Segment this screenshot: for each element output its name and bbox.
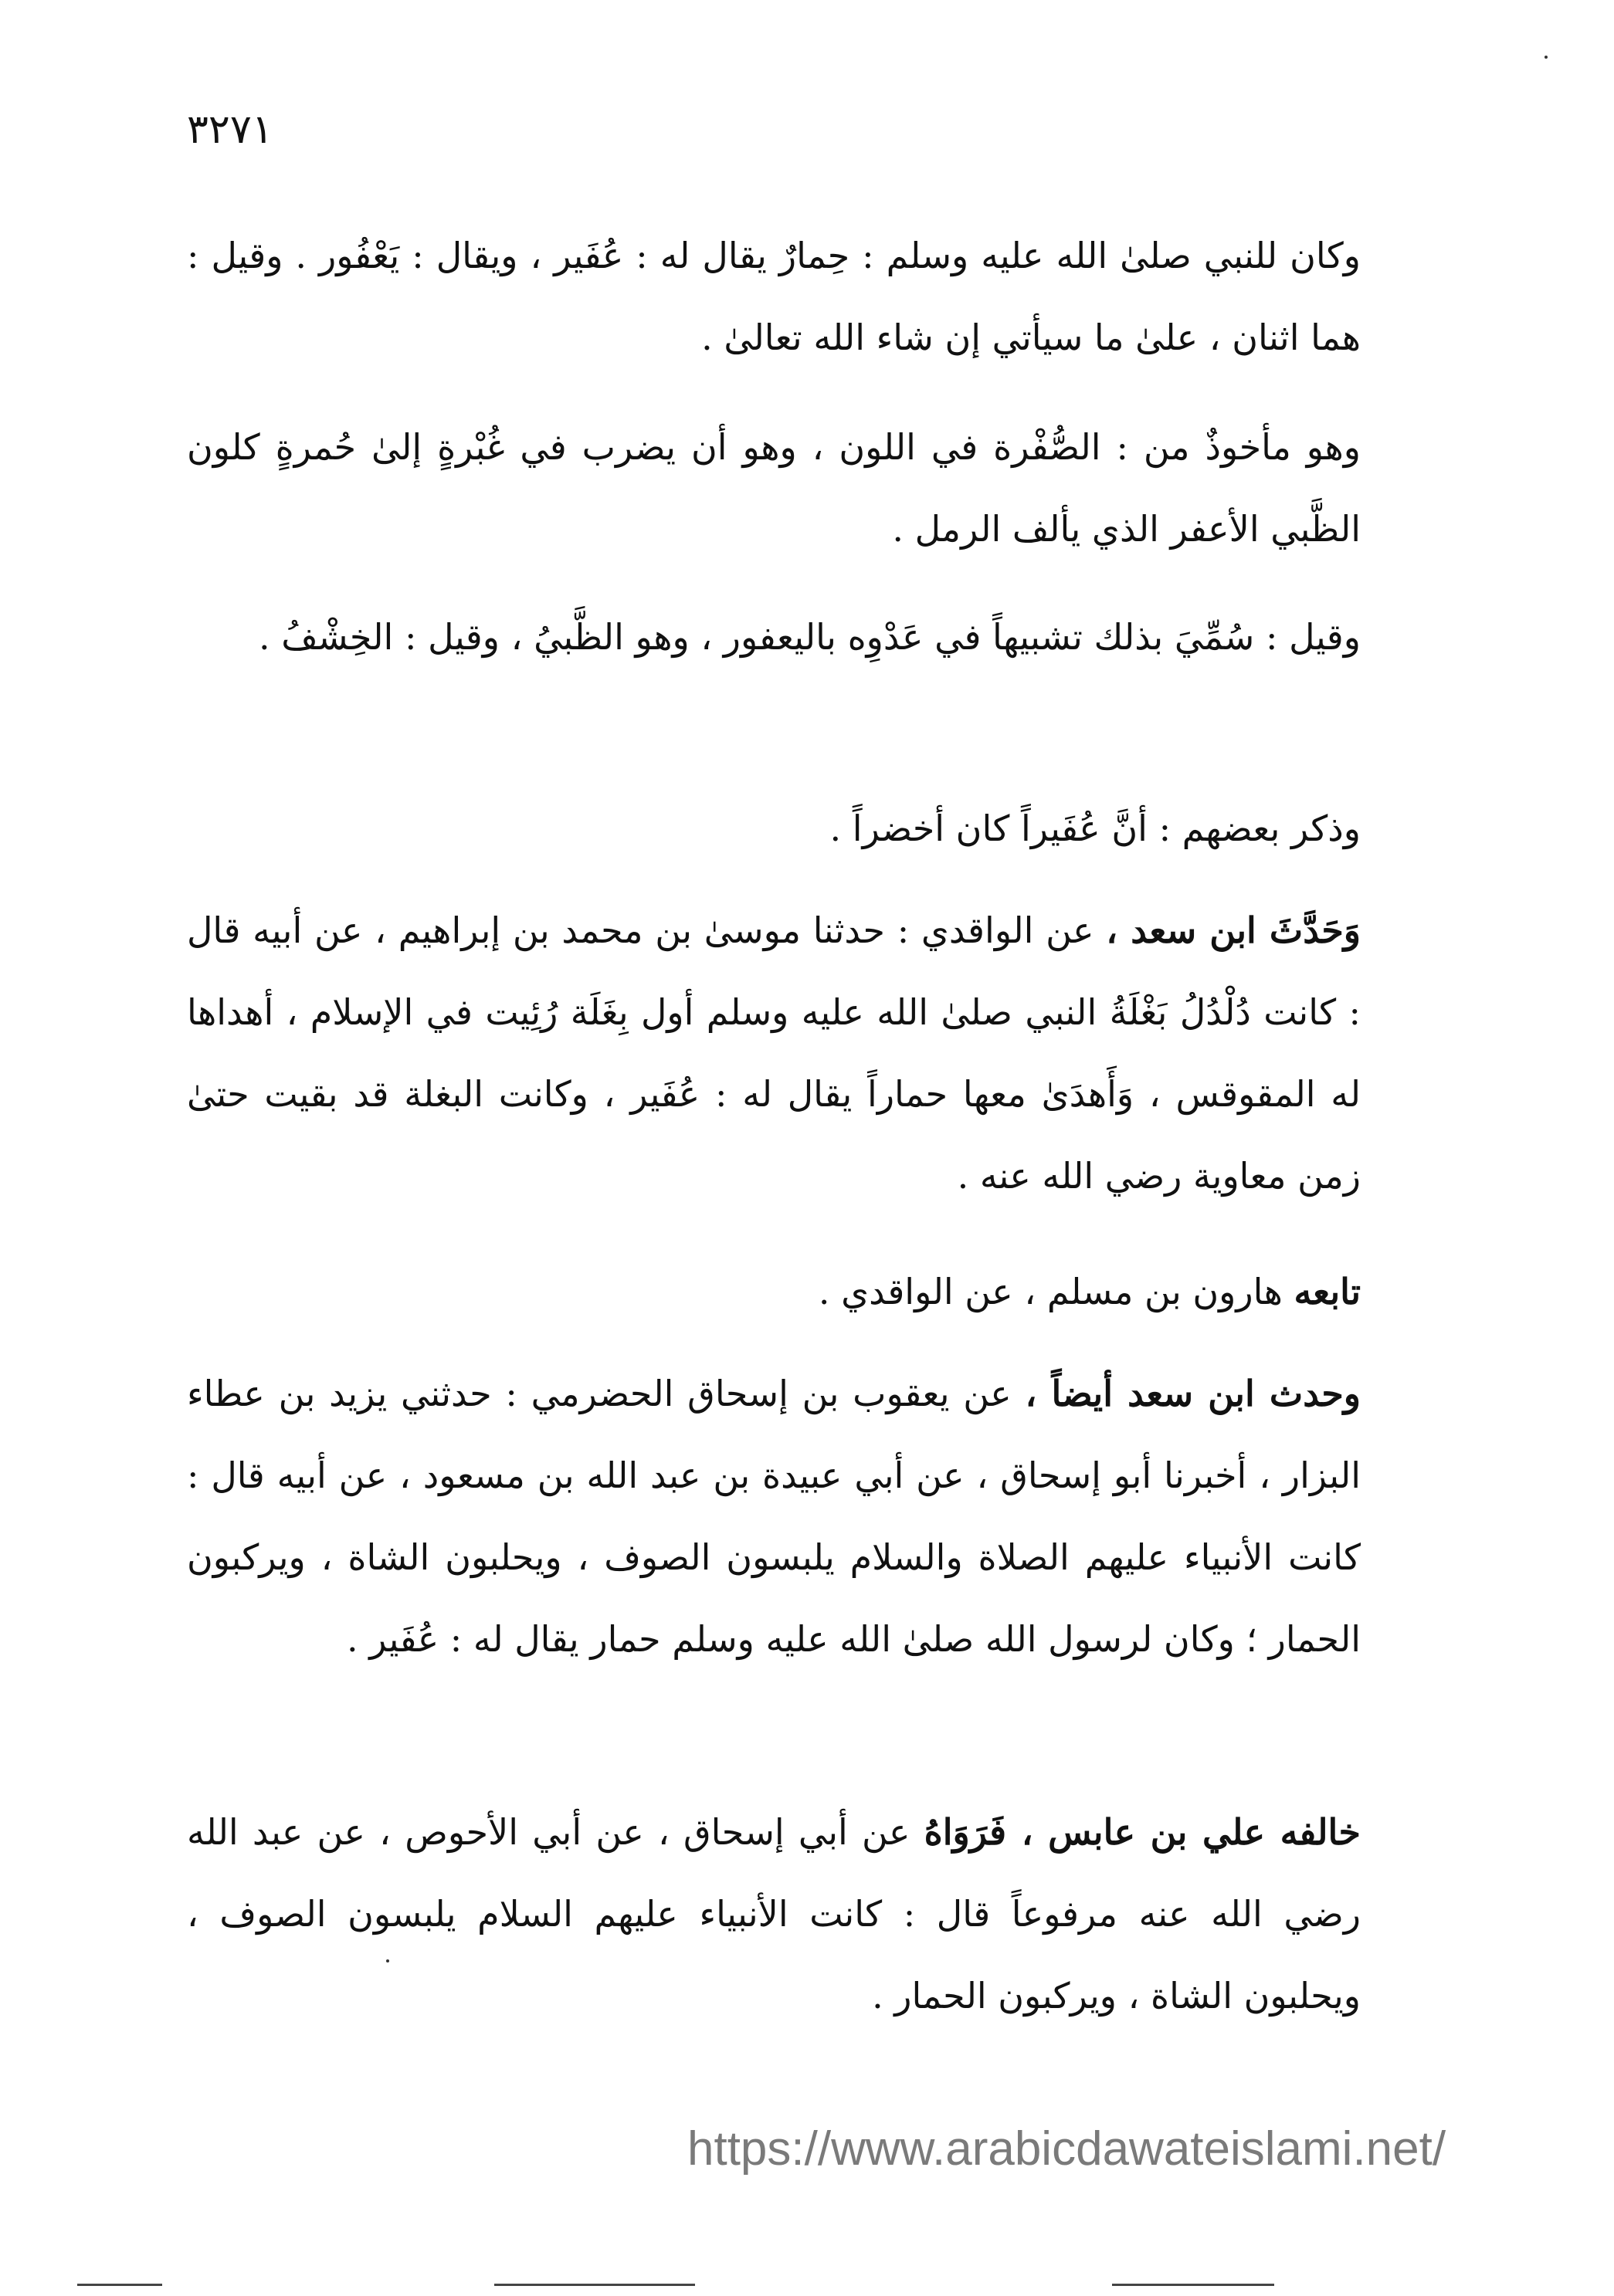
footer-rule [1112,2284,1274,2286]
paragraph-text: عن الواقدي : حدثنا موسىٰ بن محمد بن إبراهيم ، عن أبيه قال : كانت دُلْدُلُ بَغْلَةُ النبي صلىٰ الله عليه وسلم أول بِغَلَة رُئِيت في الإسلام ، أهداها له المقوقس ، وَأَهدَىٰ معها حماراً يقال له : عُفَير ، وكانت البغلة قد بقيت حتىٰ زمن معاوية رضي الله عنه . [187,909,1361,1197]
footer-rule [494,2284,695,2286]
paragraph-text: وهو مأخوذٌ من : الصُّفْرة في اللون ، وهو أن يضرب في غُبْرةٍ إلىٰ حُمرةٍ كلون الظَّبي الأعفر الذي يألف الرمل . [187,426,1361,550]
paragraph [187,215,1422,378]
paragraph-lead: وَحَدَّثَ ابن سعد ، [1106,909,1361,951]
paragraph [187,889,1422,1217]
paragraph-text: وذكر بعضهم : أنَّ عُفَيراً كان أخضراً . [829,808,1361,849]
scan-speck [386,1959,389,1962]
footer-rule [77,2284,162,2286]
watermark-url: https://www.arabicdawateislami.net/ [687,2122,1446,2176]
paragraph [187,596,1422,678]
paragraph-text: عن أبي إسحاق ، عن أبي الأحوص ، عن عبد الله رضي الله عنه مرفوعاً قال : كانت الأنبياء عليهم السلام يلبسون الصوف ، ويحلبون الشاة ، ويركبون الحمار . [187,1811,1361,2017]
paragraph-text: هارون بن مسلم ، عن الواقدي . [818,1271,1283,1312]
paragraph [187,1353,1422,1680]
paragraph-lead: خالفه علي بن عابس ، فَرَوَاهُ [924,1811,1361,1853]
paragraph [187,1791,1422,2037]
page-number: ٣٢٧١ [187,107,273,153]
paragraph [187,406,1422,570]
paragraph-text: وكان للنبي صلىٰ الله عليه وسلم : حِمارٌ يقال له : عُفَير ، ويقال : يَعْفُور . وقيل : هما اثنان ، علىٰ ما سيأتي إن شاء الله تعالىٰ . [187,235,1361,358]
paragraph-text: عن يعقوب بن إسحاق الحضرمي : حدثني يزيد بن عطاء البزار ، أخبرنا أبو إسحاق ، عن أبي عبيدة بن عبد الله بن مسعود ، عن أبيه قال : كانت الأنبياء عليهم الصلاة والسلام يلبسون الصوف ، ويحلبون الشاة ، ويركبون الحمار ؛ وكان لرسول الله صلىٰ الله عليه وسلم حمار يقال له : عُفَير . [187,1373,1361,1660]
paragraph [187,1251,1422,1333]
paragraph-lead: وحدث ابن سعد أيضاً ، [1025,1373,1361,1414]
paragraph-text: وقيل : سُمِّيَ بذلك تشبيهاً في عَدْوِه باليعفور ، وهو الظَّبيُ ، وقيل : الخِشْفُ . [258,616,1361,658]
paragraph-lead: تابعه [1294,1271,1361,1312]
paragraph [187,787,1422,869]
scan-speck [1544,56,1548,59]
